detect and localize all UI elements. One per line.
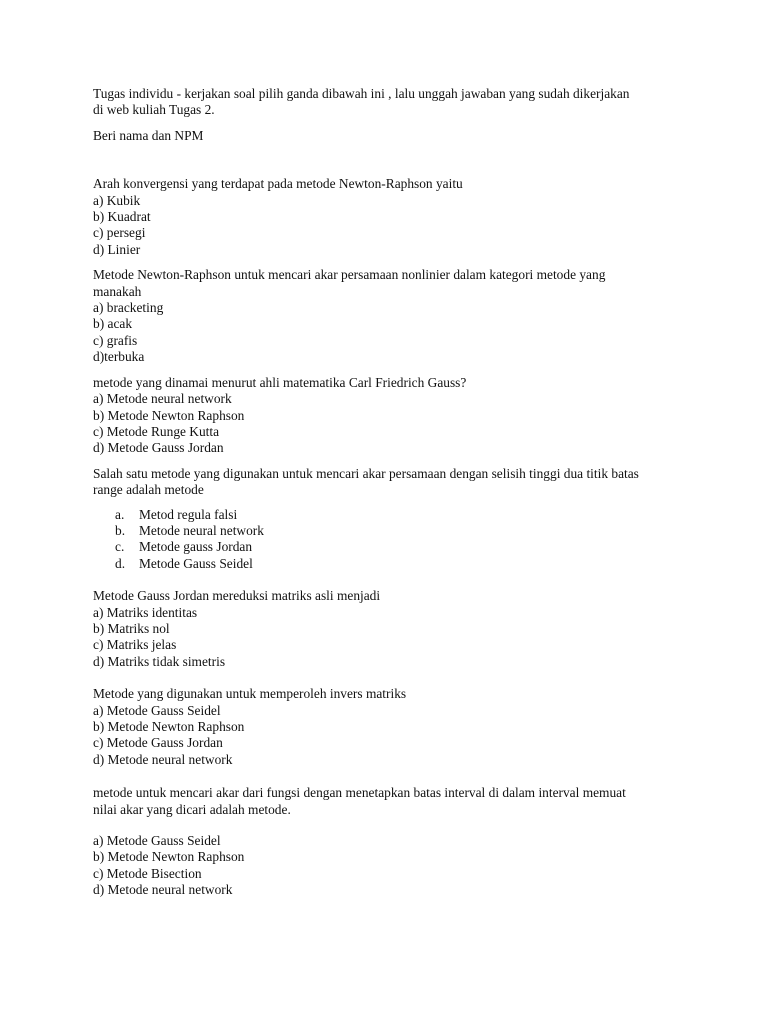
answer-option: c) Metode Gauss Jordan [93,735,223,751]
option-text: Metode Gauss Seidel [139,555,253,571]
answer-option: a) Metode Gauss Seidel [93,833,221,849]
answer-option: c) grafis [93,332,138,348]
question-text: Salah satu metode yang digunakan untuk mencari akar persamaan dengan selisih tinggi dua titik batas [93,465,639,481]
answer-option: a) bracketing [93,300,164,316]
option-marker: c. [115,539,125,555]
option-marker: a. [115,506,125,522]
question-text: Metode Newton-Raphson untuk mencari akar persamaan nonlinier dalam kategori metode yang [93,267,606,283]
answer-option: d) Metode neural network [93,882,233,898]
answer-option: c) Metode Runge Kutta [93,423,220,439]
question-text: manakah [93,283,142,299]
document-body [93,86,683,908]
answer-option: a) Matriks identitas [93,604,198,620]
question-6 [93,686,683,768]
answer-option: c) Metode Bisection [93,865,202,881]
answer-option: b) acak [93,316,133,332]
answer-option: a) Metode neural network [93,391,232,407]
option-marker: b. [115,522,126,538]
question-3 [93,375,683,457]
answer-option: c) persegi [93,225,146,241]
answer-option: b) Metode Newton Raphson [93,407,245,423]
question-text: Metode Gauss Jordan mereduksi matriks asli menjadi [93,588,381,604]
answer-list [93,507,683,573]
question-7 [93,785,683,898]
question-2 [93,267,683,365]
answer-option: b) Kuadrat [93,209,151,225]
answer-option: b) Matriks nol [93,620,170,636]
question-text: metode untuk mencari akar dari fungsi dengan menetapkan batas interval di dalam interval memuat [93,785,626,801]
question-text: nilai akar yang dicari adalah metode. [93,801,291,817]
answer-option: d) Linier [93,241,141,257]
answer-option [93,523,683,539]
answer-option: b) Metode Newton Raphson [93,719,245,734]
answer-option: a) Kubik [93,192,141,208]
question-4 [93,466,683,572]
answer-option: a) Metode Gauss Seidel [93,702,221,718]
answer-option: d) Metode neural network [93,751,233,767]
question-text: Arah konvergensi yang terdapat pada metode Newton-Raphson yaitu [93,176,463,192]
option-text: Metode gauss Jordan [139,539,253,555]
instruction-line: di web kuliah Tugas 2. [93,102,215,118]
question-text: range adalah metode [93,482,204,498]
answer-option [93,507,683,523]
answer-option [93,539,683,555]
answer-option: d) Metode Gauss Jordan [93,440,224,456]
answer-option: c) Matriks jelas [93,637,177,653]
question-5 [93,588,683,670]
answer-option: d) Matriks tidak simetris [93,653,226,669]
question-text: Metode yang digunakan untuk memperoleh invers matriks [93,686,407,702]
option-text: Metod regula falsi [139,506,238,522]
question-text: metode yang dinamai menurut ahli matematika Carl Friedrich Gauss? [93,374,467,390]
question-1 [93,176,683,258]
assignment-instructions [93,86,683,119]
name-instruction: Beri nama dan NPM [93,127,204,143]
option-text: Metode neural network [139,522,264,538]
answer-option: d)terbuka [93,349,145,365]
option-marker: d. [115,555,126,571]
answer-option: b) Metode Newton Raphson [93,849,245,865]
instruction-line: Tugas individu - kerjakan soal pilih ganda dibawah ini , lalu unggah jawaban yang sudah dikerjakan [93,86,630,101]
answer-option [93,556,683,572]
